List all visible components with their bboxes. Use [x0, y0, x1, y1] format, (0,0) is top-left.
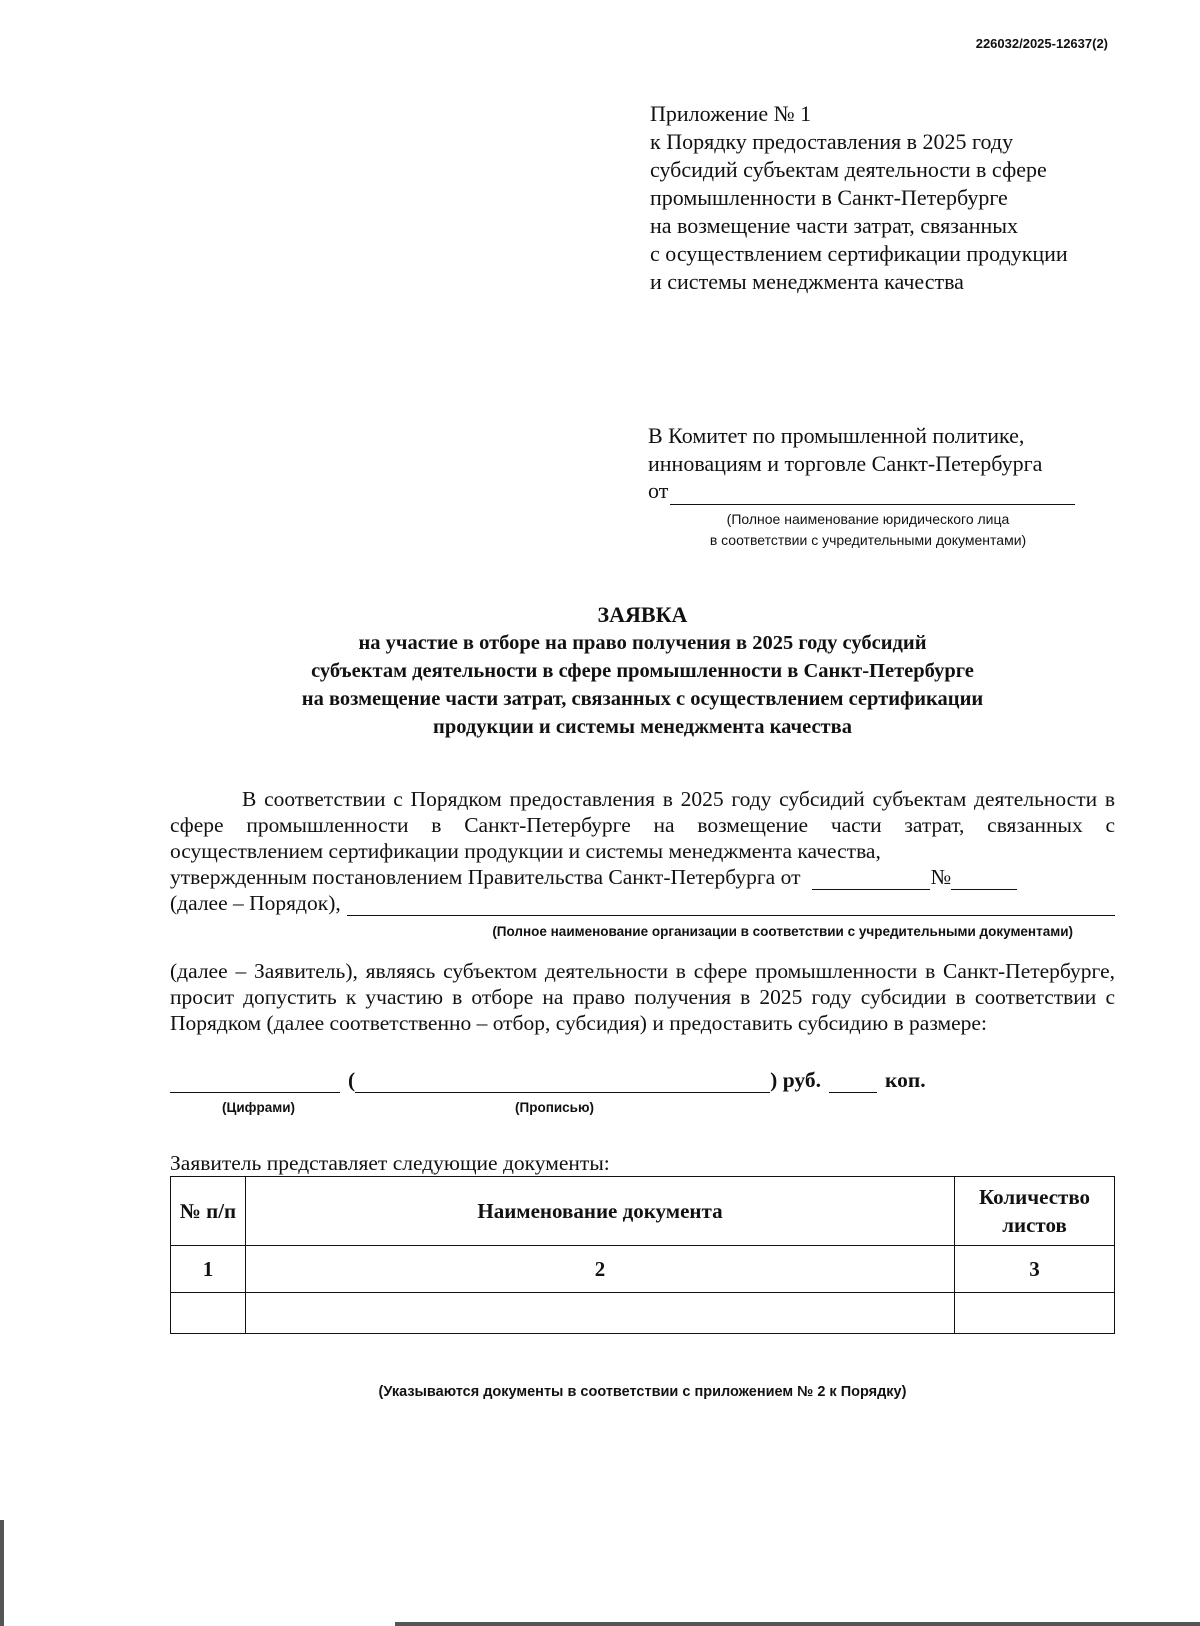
column-number: 2 — [245, 1246, 954, 1293]
documents-table — [170, 1176, 1115, 1334]
digits-caption: (Цифрами) — [222, 1100, 296, 1115]
amount-words-field[interactable] — [355, 1072, 770, 1093]
annex-line: субсидий субъектам деятельности в сфере — [650, 157, 1047, 182]
hereinafter-order: (далее – Порядок), — [170, 891, 341, 915]
paragraph-order-reference — [170, 786, 1115, 945]
annex-line: с осуществлением сертификации продукции — [650, 241, 1068, 266]
addressee-block — [648, 422, 1118, 551]
amount-row — [170, 1067, 1115, 1093]
annex-header — [650, 100, 1120, 296]
resolution-row — [170, 864, 1115, 890]
title-line: на возмещение части затрат, связанных с осуществлением сертификации — [301, 688, 984, 710]
amount-captions — [170, 1093, 1115, 1113]
subsidy-amount-block — [170, 1067, 1115, 1113]
table-cell[interactable] — [955, 1293, 1115, 1334]
table-cell[interactable] — [245, 1293, 954, 1334]
addressee-line: инновациям и торговле Санкт-Петербурга — [648, 450, 1043, 476]
applicant-name-field[interactable] — [670, 484, 1075, 505]
paragraph-text: В соответствии с Порядком предоставления в 2025 году субсидий субъектам деятельности в сфере промышленности в Санкт-Петербурге на возмещение части затрат, связанных с осуществлением сертификации продукции и системы менеджмента качества, — [170, 787, 1115, 863]
from-row — [648, 477, 1118, 505]
documents-intro: Заявитель представляет следующие документы: — [170, 1151, 610, 1175]
annex-line: к Порядку предоставления в 2025 году — [650, 129, 1014, 154]
title-line: на участие в отборе на право получения в 2025 году субсидий — [358, 632, 927, 654]
from-label: от — [648, 478, 669, 503]
amount-digits-field[interactable] — [170, 1072, 340, 1093]
scan-edge-left — [0, 1520, 4, 1626]
column-number: 3 — [955, 1246, 1115, 1293]
resolution-label: утвержденным постановлением Правительства Санкт-Петербурга от — [170, 865, 801, 889]
table-row — [171, 1293, 1115, 1334]
number-sign: № — [930, 865, 951, 889]
organization-row — [170, 890, 1115, 916]
annex-line: и системы менеджмента качества — [650, 269, 964, 294]
title-line: субъектам деятельности в сфере промышленности в Санкт-Петербурге — [311, 660, 974, 682]
kopecks-field[interactable] — [829, 1072, 877, 1093]
title-main: ЗАЯВКА — [597, 602, 688, 627]
kop-label: коп. — [884, 1068, 926, 1092]
paragraph-request: (далее – Заявитель), являясь субъектом деятельности в сфере промышленности в Санкт-Петербурге, просит допустить к участию в отборе на право получения в 2025 году субсидии в соответствии с Порядком (далее соответственно – отбор, субсидия) и предоставить субсидию в размере: — [170, 959, 1115, 1035]
organization-caption: (Полное наименование организации в соответствии с учредительными документами) — [492, 924, 1073, 939]
column-header-sheet-count: Количество листов — [955, 1177, 1115, 1246]
application-title — [170, 601, 1115, 741]
document-registration-number: 226032/2025-12637(2) — [975, 36, 1108, 51]
annex-line: Приложение № 1 — [650, 101, 812, 126]
resolution-number-field[interactable] — [951, 869, 1017, 890]
addressee-line: В Комитет по промышленной политике, — [648, 423, 1025, 448]
resolution-date-field[interactable] — [812, 869, 930, 890]
rub-label: ) руб. — [770, 1068, 821, 1092]
title-line: продукции и системы менеджмента качества — [433, 716, 852, 738]
open-paren: ( — [348, 1068, 356, 1092]
scan-edge-bottom — [395, 1622, 1200, 1626]
annex-line: промышленности в Санкт-Петербурге — [650, 185, 1008, 210]
annex-line: на возмещение части затрат, связанных — [650, 213, 1019, 238]
from-caption — [648, 509, 1088, 551]
from-caption-line: (Полное наименование юридического лица — [726, 510, 1010, 527]
column-header-document-name: Наименование документа — [245, 1177, 954, 1246]
documents-footnote: (Указываются документы в соответствии с приложением № 2 к Порядку) — [378, 1384, 907, 1400]
table-row — [171, 1246, 1115, 1293]
from-caption-line: в соответствии с учредительными документами) — [709, 531, 1027, 548]
table-cell[interactable] — [171, 1293, 246, 1334]
words-caption: (Прописью) — [515, 1100, 594, 1115]
column-number: 1 — [171, 1246, 246, 1293]
organization-name-field[interactable] — [347, 895, 1115, 916]
table-header-row — [171, 1177, 1115, 1246]
column-header-number: № п/п — [171, 1177, 246, 1246]
